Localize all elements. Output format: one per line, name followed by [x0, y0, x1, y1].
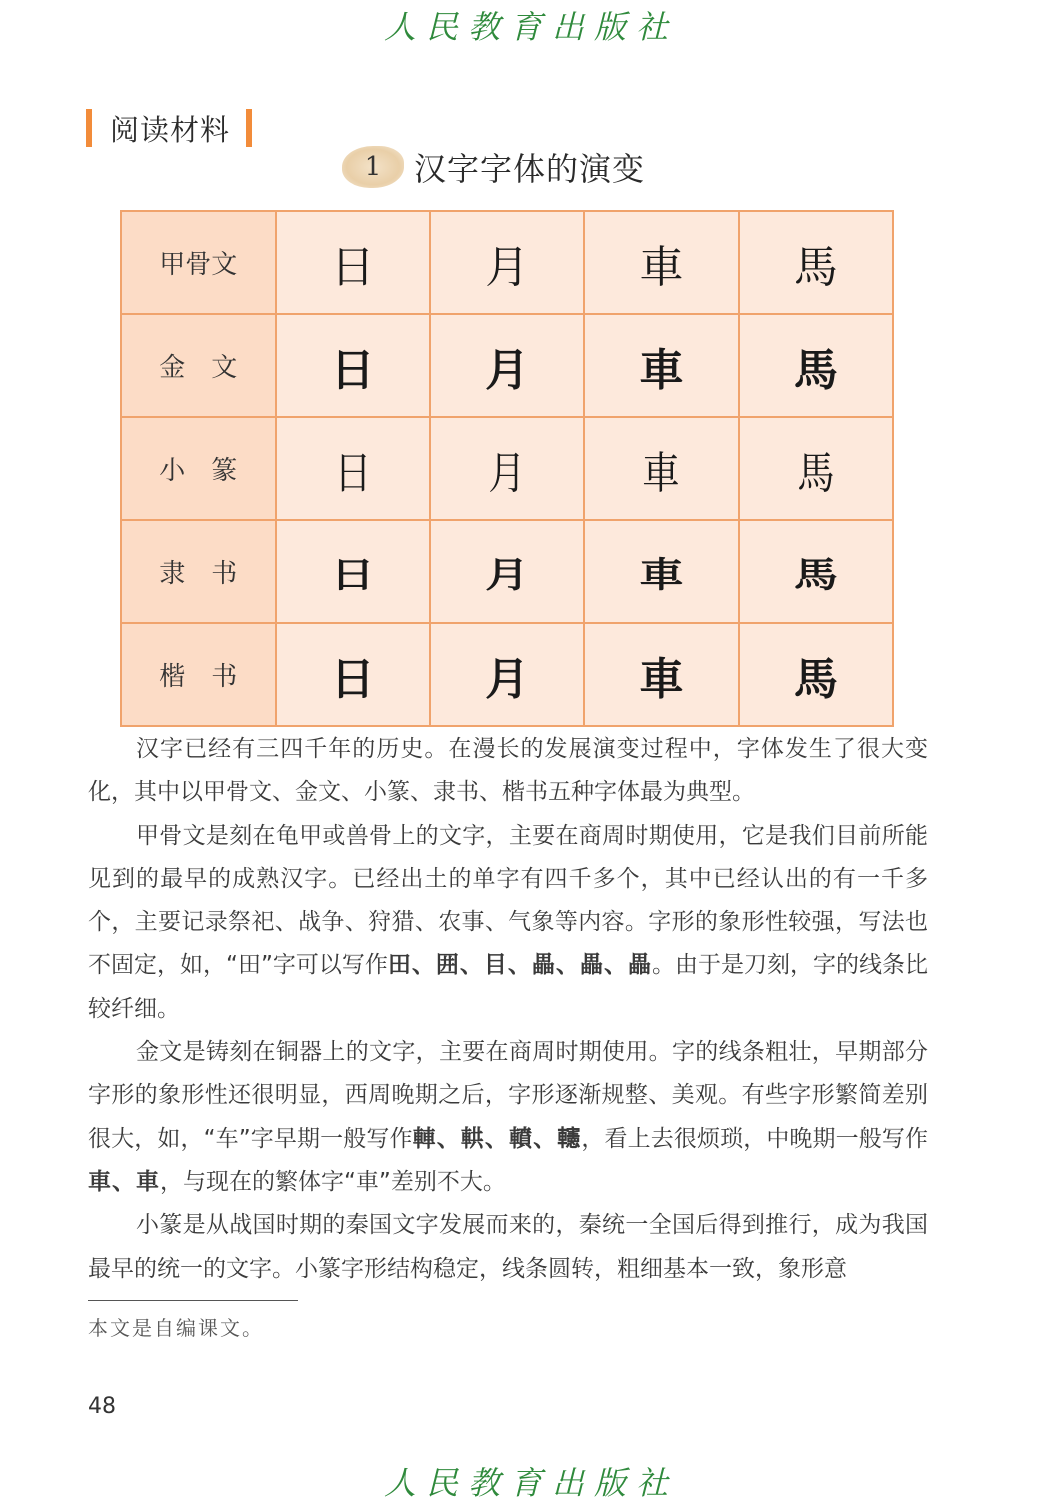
glyph-cell: 馬	[739, 314, 893, 417]
lesson-title-text: 汉字字体的演变	[414, 150, 646, 188]
glyph: 月	[485, 554, 530, 596]
inline-glyph-examples: 䡛、輁、轒、𨏥	[412, 1125, 582, 1152]
paragraph-text: ，与现在的繁体字“車”差别不大。	[160, 1168, 506, 1195]
glyph-cell: 月	[430, 623, 584, 726]
footnote: 本文是自编课文。	[88, 1316, 264, 1340]
paragraph: 汉字已经有三四千年的历史。在漫长的发展演变过程中，字体发生了很大变化，其中以甲骨文、金文、小篆、隶书、楷书五种字体最为典型。	[88, 736, 928, 806]
lesson-title	[342, 144, 645, 190]
section-label	[86, 108, 252, 148]
lesson-number-badge: 1	[342, 146, 404, 188]
table-row	[121, 623, 893, 726]
row-label: 金 文	[121, 314, 276, 417]
paragraph-text: 金文是铸刻在铜器上的文字，主要在商周时期使用。字的线条粗壮，早期部分字形的象形性还很明显，西周晚期之后，字形逐渐规整、美观。有些字形繁简差别很大，如，“车”字早期一般写作	[88, 1039, 928, 1152]
publisher-logo-bottom: 人民教育出版社	[383, 1464, 678, 1502]
row-label: 小 篆	[121, 417, 276, 520]
row-label: 楷 书	[121, 623, 276, 726]
glyph: 車	[639, 554, 684, 596]
glyph-cell	[584, 520, 738, 623]
row-label: 甲骨文	[121, 211, 276, 314]
glyph-cell: 車	[584, 314, 738, 417]
glyph-cell	[739, 520, 893, 623]
paragraph-text: 。由于是刀刻，字的线条比较纤细。	[88, 952, 929, 1022]
table-row	[121, 520, 893, 623]
glyph-cell: 日	[276, 211, 430, 314]
inline-glyph-examples: 車、車	[88, 1168, 160, 1195]
script-evolution-table	[120, 210, 894, 727]
glyph-cell	[739, 417, 893, 520]
glyph-cell: 月	[430, 211, 584, 314]
glyph: 日	[334, 447, 372, 499]
body-text	[88, 728, 928, 1291]
glyph-cell: 馬	[739, 623, 893, 726]
section-label-text: 阅读材料	[110, 112, 231, 147]
inline-glyph-examples: 田、囲、目、畾、畾、畾	[387, 952, 652, 979]
page-number: 48	[88, 1394, 116, 1419]
paragraph	[88, 1031, 928, 1204]
section-bar-right	[246, 109, 252, 147]
publisher-logo-top: 人民教育出版社	[383, 8, 678, 46]
paragraph	[88, 815, 928, 1031]
glyph-cell	[276, 417, 430, 520]
glyph-cell	[430, 520, 584, 623]
footnote-divider	[88, 1300, 298, 1301]
table-row	[121, 314, 893, 417]
glyph-cell: 月	[430, 314, 584, 417]
glyph-cell: 車	[584, 211, 738, 314]
table-row	[121, 211, 893, 314]
section-bar-left	[86, 109, 92, 147]
glyph-cell	[276, 520, 430, 623]
glyph: 車	[642, 447, 681, 499]
glyph-cell: 車	[584, 623, 738, 726]
glyph-cell	[430, 417, 584, 520]
paragraph: 小篆是从战国时期的秦国文字发展而来的，秦统一全国后得到推行，成为我国最早的统一的文字。小篆字形结构稳定，线条圆转，粗细基本一致，象形意	[88, 1212, 928, 1282]
table-row	[121, 417, 893, 520]
row-label: 隶 书	[121, 520, 276, 623]
paragraph-text: 甲骨文是刻在龟甲或兽骨上的文字，主要在商周时期使用，它是我们目前所能见到的最早的成熟汉字。已经出土的单字有四千多个，其中已经认出的有一千多个，主要记录祭祀、战争、狩猎、农事、气象等内容。字形的象形性较强，写法也不固定，如，“田”字可以写作	[88, 822, 928, 979]
paragraph-text: ，看上去很烦琐，中晚期一般写作	[581, 1125, 929, 1152]
glyph: 月	[488, 447, 526, 499]
glyph-cell	[584, 417, 738, 520]
glyph-cell: 日	[276, 623, 430, 726]
glyph: 日	[330, 554, 375, 596]
glyph: 馬	[797, 447, 835, 499]
glyph-cell: 馬	[739, 211, 893, 314]
glyph: 馬	[793, 554, 838, 596]
glyph-cell: 日	[276, 314, 430, 417]
